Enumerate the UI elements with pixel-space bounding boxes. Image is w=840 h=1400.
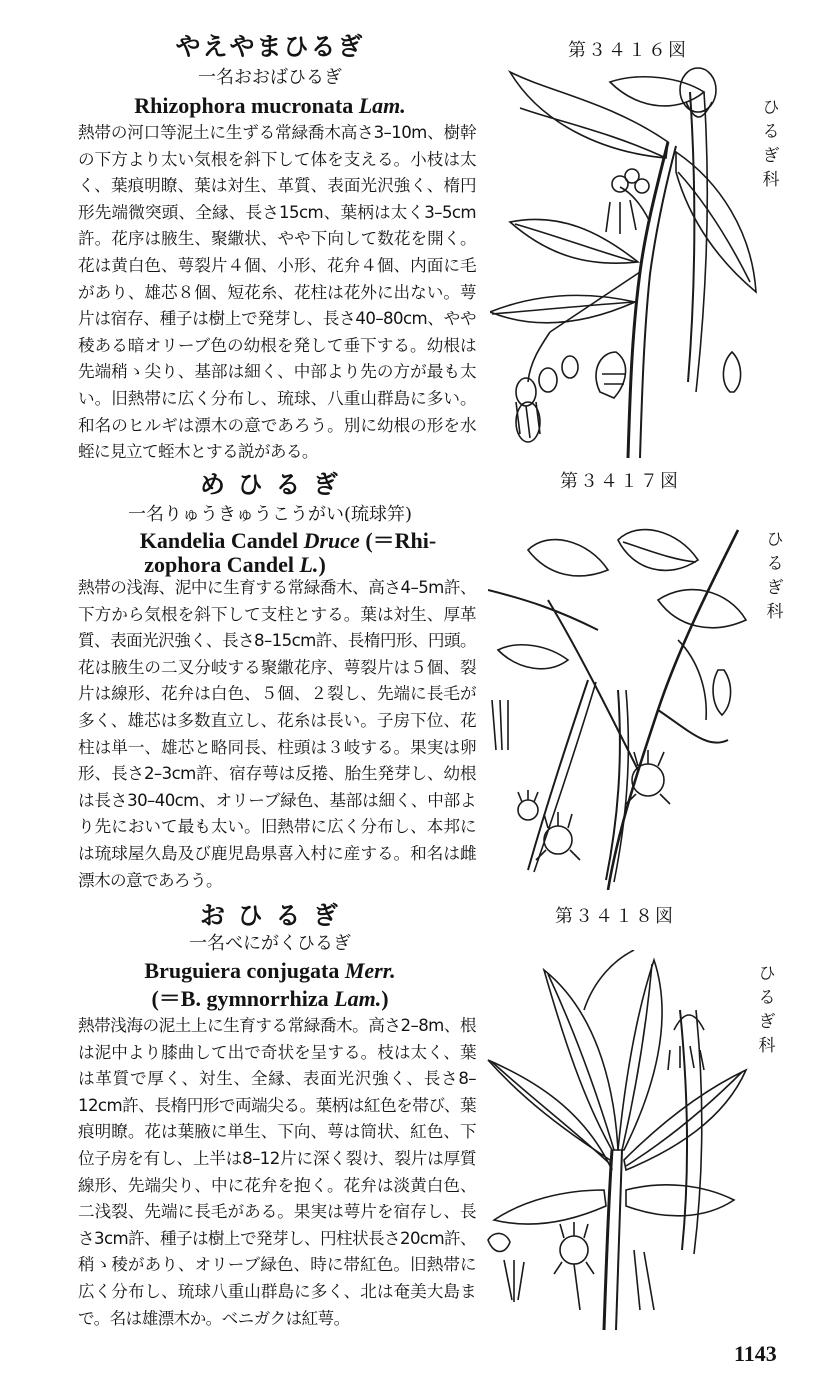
entry-1-family-label: ひるぎ科	[762, 98, 780, 190]
figure-3418-illustration	[484, 950, 754, 1330]
entry-3-synonym-author: Lam.	[334, 986, 382, 1011]
entry-2-figure-label: 第３４１７図	[560, 471, 680, 492]
entry-3-synonym-open: (＝B. gymnorrhiza	[151, 986, 329, 1011]
entry-1-figure-label: 第３４１６図	[568, 40, 688, 61]
entry-2-family-label: ひるぎ科	[766, 530, 784, 622]
entry-1-sci-name: Rhizophora mucronata	[134, 93, 354, 118]
figure-3417-illustration	[488, 510, 748, 890]
entry-3-sci-name: Bruguiera conjugata	[144, 958, 340, 983]
entry-2-scientific-name-line-1	[88, 527, 488, 554]
entry-2-sci-author: Druce	[303, 528, 360, 553]
entry-3-family-label: ひるぎ科	[758, 964, 776, 1056]
entry-3-synonym	[70, 985, 470, 1012]
entry-3-alt-name: 一名べにがくひるぎ	[189, 933, 351, 954]
entry-3-scientific-name	[70, 957, 470, 984]
entry-1-sci-author: Lam.	[358, 93, 406, 118]
entry-2-scientific-name-line-2	[70, 551, 400, 578]
entry-2-sci-name: Kandelia Candel	[139, 528, 299, 553]
entry-2-title: め ひ る ぎ	[199, 470, 341, 499]
entry-1-title: やえやまひるぎ	[175, 32, 365, 61]
figure-3416-illustration	[490, 62, 760, 458]
entry-2-synonym-open: (＝Rhi-	[365, 528, 437, 553]
entry-3-synonym-close: )	[381, 986, 389, 1011]
entry-2-synonym-author: L.	[299, 552, 319, 577]
entry-3-title: お ひ る ぎ	[199, 901, 341, 930]
entry-3-sci-author: Merr.	[344, 958, 396, 983]
entry-3-figure-label: 第３４１８図	[555, 906, 675, 927]
entry-1-description: 熱帯の河口等泥土に生ずる常緑喬木高さ3–10m、樹幹の下方より太い気根を斜下して体を支える。小枝は太く、葉痕明瞭、葉は対生、革質、表面光沢強く、楕円形先端微突頭、全縁、長さ15cm、葉柄は太く3–5cm許。花序は腋生、聚繖状、やや下向して数花を開く。花は黄白色、萼裂片４個、小形、花弁４個、内面に毛があり、雄芯８個、短花糸、花柱は花外に出ない。萼片は宿存、種子は樹上で発芽し、長さ40–80cm、やや稜ある暗オリーブ色の幼根を発して垂下する。幼根は先端稍ゝ尖り、基部は細く、中部より先の方が最も太い。旧熱帯に広く分布し、琉球、八重山群島に多い。和名のヒルギは漂木の意であろう。別に幼根の形を水蛭に見立て蛭木とする説がある。	[78, 123, 476, 462]
entry-2-synonym-close: )	[318, 552, 326, 577]
entry-2-alt-name: 一名りゅうきゅうこうがい(琉球笄)	[127, 504, 413, 525]
page-number: 1143	[734, 1341, 777, 1366]
entry-3-description: 熱帯浅海の泥土上に生育する常緑喬木。高さ2–8m、根は泥中より膝曲して出で奇状を呈する。枝は太く、葉は革質で厚く、対生、全縁、表面光沢強く、長さ8–12cm許、長楕円形で両端尖る。葉柄は紅色を帯び、葉痕明瞭。花は葉腋に単生、下向、萼は筒状、紅色、下位子房を有し、上半は8–12片に深く裂け、裂片は厚質線形、先端尖り、中に花弁を抱く。花弁は淡黄白色、二浅裂、先端に長毛がある。果実は萼片を宿存し、長さ3cm許、種子は樹上で発芽し、円柱状長さ20cm許、稍ゝ稜があり、オリーブ緑色、時に帯紅色。旧熱帯に広く分布し、琉球八重山群島に多く、北は奄美大島まで。名は雄漂木か。ベニガクは紅萼。	[78, 1016, 476, 1328]
entry-1-alt-name: 一名おおばひるぎ	[198, 67, 342, 88]
entry-2-synonym-name: zophora Candel	[144, 552, 294, 577]
entry-1-scientific-name	[70, 92, 470, 119]
entry-2-description: 熱帯の浅海、泥中に生育する常緑喬木、高さ4–5m許、下方から気根を斜下して支柱とする。葉は対生、厚革質、表面光沢強く、長さ8–15cm許、長楕円形、円頭。花は腋生の二叉分岐する聚繖花序、萼裂片は５個、裂片は線形、花弁は白色、５個、２裂し、先端に長毛が多く、雄芯は多数直立し、花糸は長い。子房下位、花柱は単一、雄芯と略同長、柱頭は３岐する。果実は卵形、長さ2–3cm許、宿存萼は反捲、胎生発芽し、幼根は長さ30–40cm、オリーブ緑色、基部は細く、中部より先において最も太い。旧熱帯に広く分布し、本邦には琉球屋久島及び鹿児島県喜入村に産する。和名は雌漂木の意であろう。	[78, 578, 476, 890]
